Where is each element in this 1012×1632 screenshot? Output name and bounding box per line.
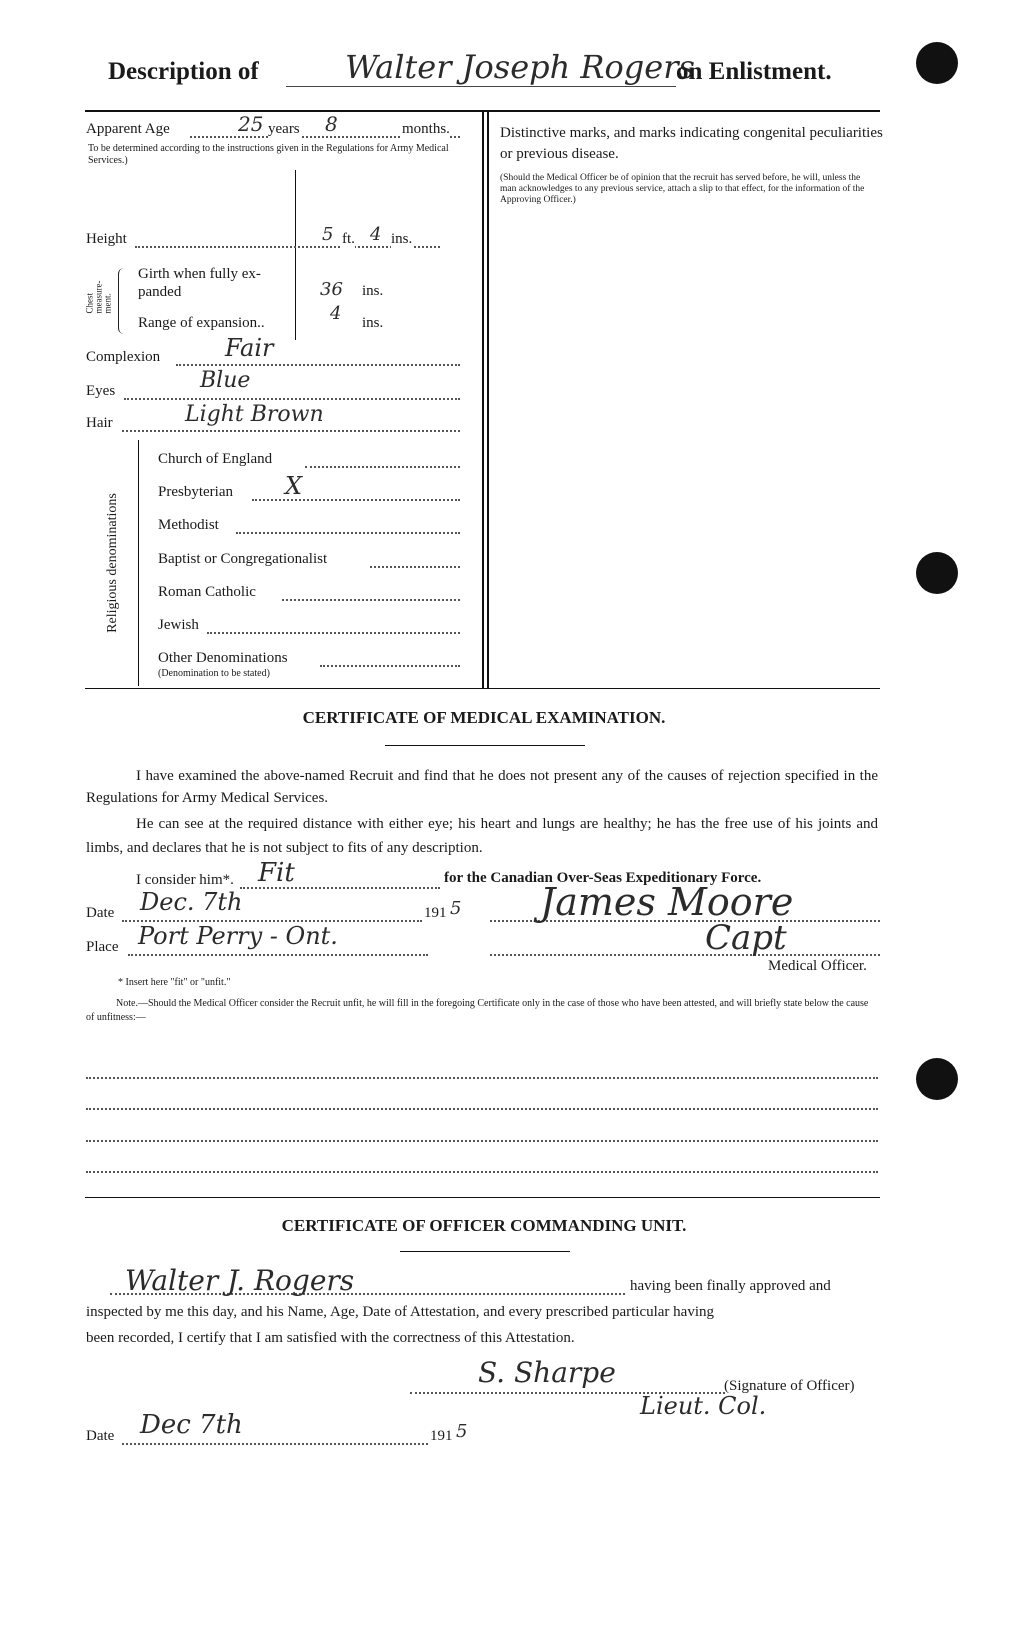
- height-label: Height: [86, 231, 127, 247]
- heading-underline-2: [400, 1251, 570, 1252]
- girth-ins-label: ins.: [362, 283, 384, 299]
- signature-label: (Signature of Officer): [724, 1378, 855, 1394]
- other-note: (Denomination to be stated): [158, 668, 270, 679]
- religion-roman-catholic: Roman Catholic: [158, 584, 256, 600]
- commanding-line-2: inspected by me this day, and his Name, Age, Date of Attestation, and every prescribed particular having: [86, 1304, 715, 1320]
- consider-value: Fit: [258, 858, 295, 888]
- commanding-year-value: 5: [456, 1421, 468, 1442]
- chest-label: Chest measure-ment.: [84, 280, 113, 314]
- column-divider-1: [482, 112, 484, 688]
- eyes-label: Eyes: [86, 383, 116, 399]
- year-prefix: 191: [424, 905, 447, 921]
- place-label: Place: [86, 939, 119, 955]
- title-suffix: on Enlistment.: [676, 58, 832, 85]
- date-label: Date: [86, 905, 115, 921]
- consider-suffix-text: for the Canadian Over-Seas Expeditionary Force.: [444, 870, 762, 886]
- religion-presbyterian: Presbyterian: [158, 484, 233, 500]
- measure-divider: [295, 170, 296, 340]
- commanding-officer-signature: S. Sharpe: [478, 1356, 616, 1389]
- hair-label: Hair: [86, 415, 113, 431]
- commanding-line-1: having been finally approved and: [630, 1278, 831, 1294]
- commanding-recruit-name: Walter J. Rogers: [125, 1264, 355, 1297]
- heading-underline: [385, 745, 585, 746]
- year-value: 5: [450, 898, 462, 919]
- insert-note: * Insert here "fit" or "unfit.": [118, 977, 231, 988]
- commanding-officer-rank: Lieut. Col.: [640, 1392, 767, 1420]
- religion-methodist: Methodist: [158, 517, 219, 533]
- place-value: Port Perry - Ont.: [138, 922, 338, 950]
- girth-label: Girth when fully ex-panded: [138, 266, 261, 300]
- marks-label: Distinctive marks, and marks indicating congenital peculiarities or previous disease.: [500, 125, 883, 162]
- range-label: Range of expansion..: [138, 315, 265, 331]
- section-rule-2: [85, 1197, 880, 1198]
- unfitness-note: Note.—Should the Medical Officer consider the Recruit unfit, he will fill in the foregoing Certificate only in the case of those who have been attested, and will briefly state below the cause of unfitness:—: [86, 998, 869, 1023]
- recruit-name: Walter Joseph Rogers: [345, 48, 695, 86]
- girth-value: 36: [320, 279, 343, 300]
- religion-jewish: Jewish: [158, 617, 199, 633]
- medical-para-1: I have examined the above-named Recruit and find that he does not present any of the causes of rejection specified in the Regulations for Army Medical Services.: [86, 768, 878, 806]
- commanding-heading: CERTIFICATE OF OFFICER COMMANDING UNIT.: [281, 1216, 687, 1235]
- complexion-label: Complexion: [86, 349, 161, 365]
- age-months: 8: [325, 112, 338, 136]
- consider-label: I consider him*.: [136, 872, 234, 888]
- range-ins-label: ins.: [362, 315, 384, 331]
- punch-hole: [916, 1058, 958, 1100]
- date-value: Dec. 7th: [140, 888, 243, 916]
- height-feet: 5: [322, 224, 334, 245]
- chest-bracket: [118, 268, 129, 334]
- medical-officer-rank: Capt: [705, 918, 787, 958]
- title-prefix: Description of: [108, 58, 259, 85]
- religion-divider: [138, 440, 139, 686]
- punch-hole: [916, 42, 958, 84]
- years-label: years: [268, 121, 300, 137]
- religion-church-of-england: Church of England: [158, 451, 273, 467]
- medical-para-2: He can see at the required distance with either eye; his heart and lungs are healthy; he has the free use of his joints and limbs, and declares that he is not subject to fits of any description.: [86, 816, 878, 856]
- commanding-line-3: been recorded, I certify that I am satisfied with the correctness of this Attestation.: [86, 1330, 575, 1346]
- column-divider-2: [487, 112, 489, 688]
- medical-officer-label: Medical Officer.: [768, 958, 867, 974]
- ft-label: ft.: [342, 231, 355, 247]
- commanding-date-value: Dec 7th: [140, 1410, 243, 1440]
- hair-value: Light Brown: [185, 402, 324, 427]
- commanding-year-prefix: 191: [430, 1428, 453, 1444]
- complexion-value: Fair: [225, 334, 274, 362]
- ins-label: ins.: [391, 231, 413, 247]
- medical-officer-signature: James Moore: [540, 880, 794, 924]
- height-inches: 4: [370, 224, 382, 245]
- age-note: To be determined according to the instructions given in the Regulations for Army Medical Services.): [88, 143, 449, 166]
- age-years: 25: [238, 112, 264, 136]
- religion-label: Religious denominations: [105, 493, 120, 633]
- marks-note: (Should the Medical Officer be of opinion that the recruit has served before, he will, unless the man acknowledges to any previous service, attach a slip to that effect, for the information of the Approving Officer.): [500, 173, 865, 205]
- section-rule: [85, 688, 880, 689]
- punch-hole: [916, 552, 958, 594]
- eyes-value: Blue: [200, 368, 251, 393]
- range-value: 4: [330, 303, 342, 324]
- commanding-date-label: Date: [86, 1428, 115, 1444]
- religion-other: Other Denominations: [158, 650, 288, 666]
- months-label: months.: [402, 121, 450, 137]
- religion-mark: X: [285, 472, 303, 500]
- age-label: Apparent Age: [86, 121, 170, 137]
- medical-heading: CERTIFICATE OF MEDICAL EXAMINATION.: [302, 708, 666, 727]
- religion-baptist: Baptist or Congregationalist: [158, 551, 328, 567]
